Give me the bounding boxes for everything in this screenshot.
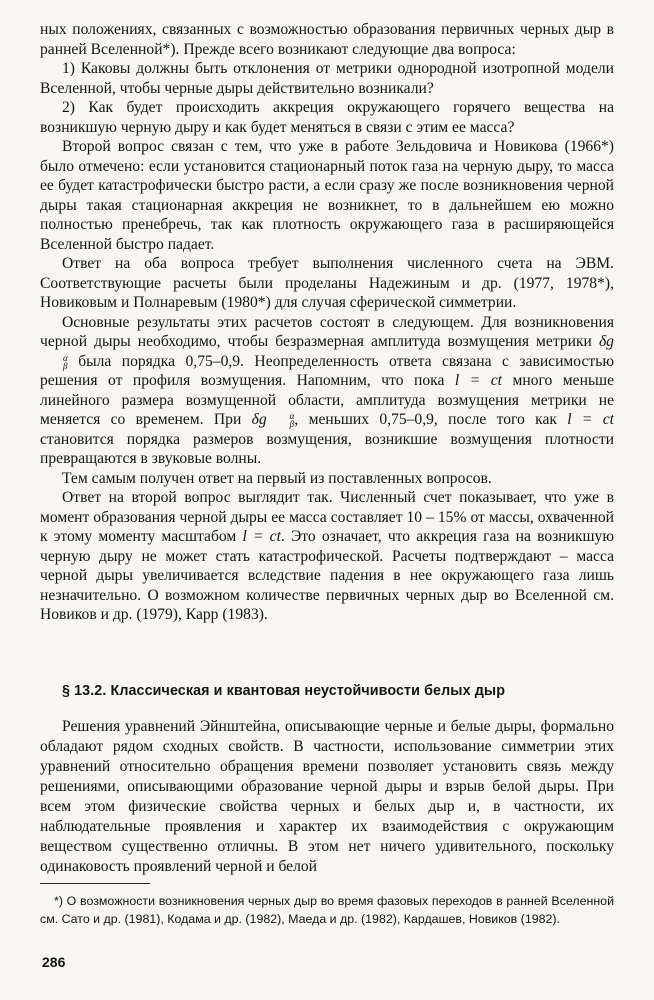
paragraph-question-2: 2) Как будет происходить аккреция окружающего горячего вещества на возникшую черную дыру и как будет меняться в связи с этим ее масса? <box>40 99 614 136</box>
page-number: 286 <box>42 954 66 970</box>
light-horizon-expression: l = ct <box>454 372 502 389</box>
paragraph-first-answer: Тем самым получен ответ на первый из поставленных вопросов. <box>62 469 492 487</box>
section-heading: § 13.2. Классическая и квантовая неустойчивости белых дыр <box>62 683 506 699</box>
footnote-divider <box>40 883 150 884</box>
answer2-text-2: . Это означает, что аккреция газа на возникшую черную дыру не может стать катастрофической. Расчеты подтверждают – масса черной дыры увеличивается вследствие падения в нее окружающего газа лишь незначительно. О возможном количестве первичных черных дыр во Вселенной см. Новиков и др. (1979), Карр (1983). <box>40 528 615 623</box>
paragraph-question-1: 1) Каковы должны быть отклонения от метрики однородной изотропной модели Вселенной, чтобы черные дыры действительно возникали? <box>40 60 614 97</box>
section-text-block <box>40 717 614 877</box>
paragraph-second-answer <box>40 488 614 625</box>
paragraph-results <box>40 313 614 469</box>
light-horizon-expression-3: l = ct <box>242 528 281 545</box>
paragraph-intro: ных положениях, связанных с возможностью образования первичных черных дыр в ранней Вселенной*). Прежде всего возникают следующие два вопроса: <box>40 21 614 58</box>
metric-perturbation-symbol-2: δg α β <box>251 411 295 430</box>
footnote: *) О возможности возникновения черных дыр во время фазовых переходов в ранней Вселенной см. Сато и др. (1981), Кодама и др. (1982), Маеда и др. (1982), Кардашев, Новиков (1982). <box>40 894 614 926</box>
metric-perturbation-symbol: δg α β <box>63 333 614 371</box>
main-text-block <box>40 20 614 625</box>
results-text-4: , меньших 0,75–0,9, после того как <box>294 411 557 428</box>
results-text-3: много меньше линейного размера возмущенной области, амплитуда возмущения метрики не меняется со временем. При <box>40 372 614 428</box>
results-text-1: Основные результаты этих расчетов состоят в следующем. Для возникновения черной дыры необходимо, чтобы безразмерная амплитуда возмущения метрики <box>40 313 614 350</box>
paragraph-computations: Ответ на оба вопроса требует выполнения численного счета на ЭВМ. Соответствующие расчеты были проделаны Надежиным и др. (1977, 1978*), Новиковым и Полнаревым (1980*) для случая сферической симметрии. <box>40 255 614 311</box>
results-text-2: была порядка 0,75–0,9. Неопределенность ответа связана с зависимостью решения от профиля возмущения. Напомним, что пока <box>40 352 614 389</box>
paragraph-second-question: Второй вопрос связан с тем, что уже в работе Зельдовича и Новикова (1966*) было отмечено: если установится стационарный поток газа на черную дыру, то масса ее будет катастрофически быстро расти, а если сразу же после возникновения черной дыры такая стационарная аккреция не возникнет, то в дальнейшем ею можно полностью пренебречь, так как плотность окружающего газа в расширяющейся Вселенной быстро падает. <box>40 138 614 253</box>
answer2-text-1: Ответ на второй вопрос выглядит так. Численный счет показывает, что уже в момент образования черной дыры ее масса составляет 10 – 15% от массы, охваченной к этому моменту масштабом <box>40 489 614 545</box>
light-horizon-expression-2: l = ct <box>567 411 615 428</box>
results-text-5: становится порядка размеров возмущения, возникшие возмущения плотности превращаются в звуковые волны. <box>40 430 614 467</box>
section-paragraph-1: Решения уравнений Эйнштейна, описывающие черные и белые дыры, формально обладают рядом сходных свойств. В частности, использование симметрии этих уравнений относительно обращения времени позволяет установить связь между решениями, описывающими образование черной дыры и взрыв белой дыры. При всем этом физические свойства черных и белых дыр и, в частности, их наблюдательные проявления и характер их взаимодействия с окружающим веществом существенно отличны. В этом нет ничего удивительного, поскольку одинаковость проявлений черной и белой <box>40 718 614 875</box>
